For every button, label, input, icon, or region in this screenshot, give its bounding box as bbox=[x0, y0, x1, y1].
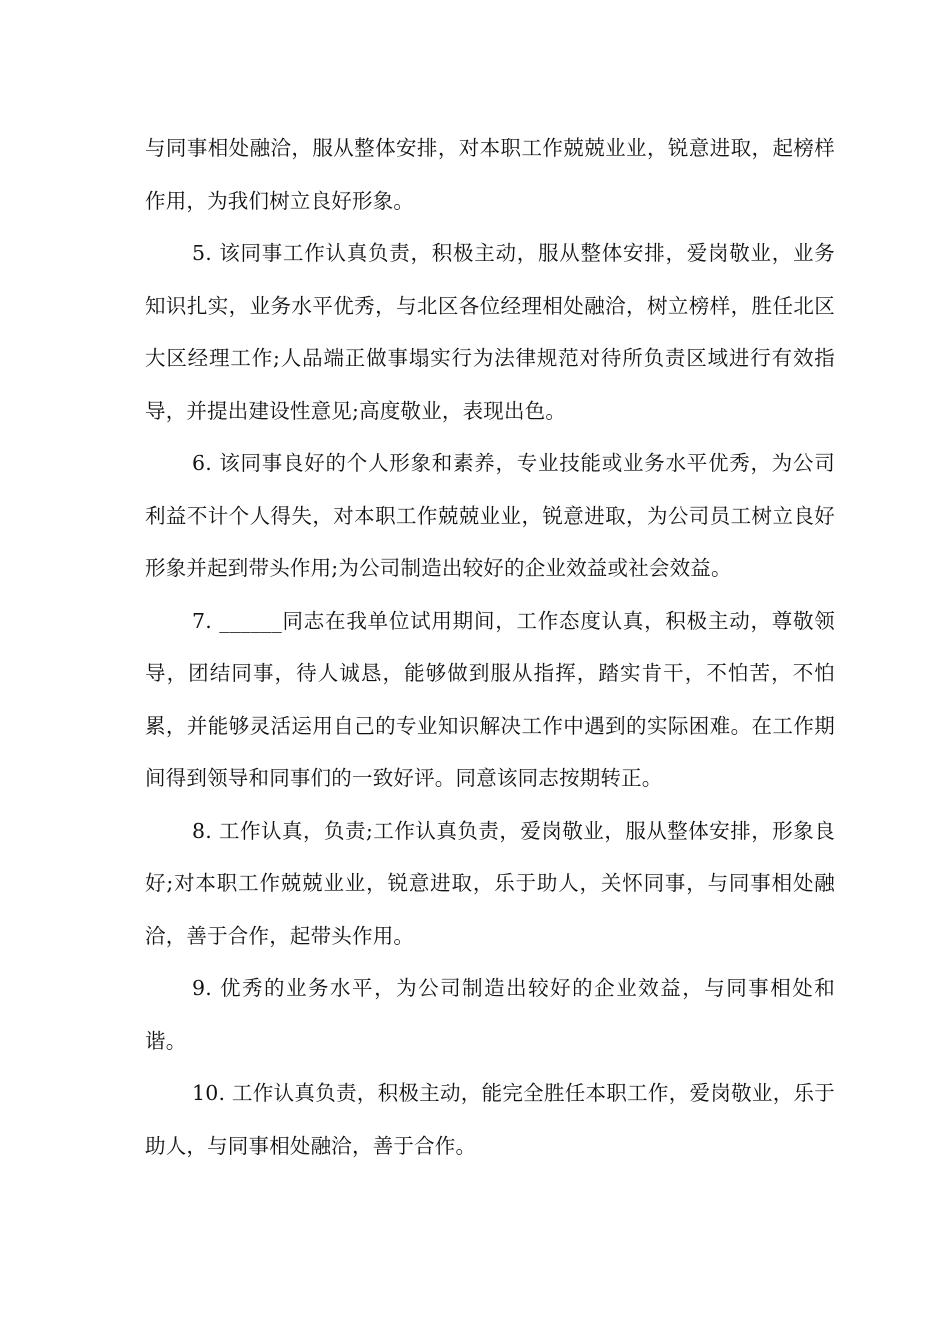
paragraph-item-5: 5. 该同事工作认真负责，积极主动，服从整体安排，爱岗敬业，业务知识扎实，业务水平优秀，与北区各位经理相处融洽，树立榜样，胜任北区大区经理工作;人品端正做事塌实行为法律规范对待所负责区域进行有效指导，并提出建设性意见;高度敬业，表现出色。 bbox=[145, 241, 835, 423]
paragraph-item-6: 6. 该同事良好的个人形象和素养，专业技能或业务水平优秀，为公司利益不计个人得失，对本职工作兢兢业业，锐意进取，为公司员工树立良好形象并起到带头作用;为公司制造出较好的企业效益或社会效益。 bbox=[145, 451, 835, 580]
paragraph-item-9: 9. 优秀的业务水平，为公司制造出较好的企业效益，与同事相处和谐。 bbox=[145, 976, 835, 1053]
paragraph-item-7: 7. ______同志在我单位试用期间，工作态度认真，积极主动，尊敬领导，团结同事，待人诚恳，能够做到服从指挥，踏实肯干，不怕苦，不怕累，并能够灵活运用自己的专业知识解决工作中遇到的实际困难。在工作期间得到领导和同事们的一致好评。同意该同志按期转正。 bbox=[145, 608, 835, 790]
paragraph-item-8: 8. 工作认真，负责;工作认真负责，爱岗敬业，服从整体安排，形象良好;对本职工作兢兢业业，锐意进取，乐于助人，关怀同事，与同事相处融洽，善于合作，起带头作用。 bbox=[145, 818, 835, 948]
paragraph-continuation: 与同事相处融洽，服从整体安排，对本职工作兢兢业业，锐意进取，起榜样作用，为我们树立良好形象。 bbox=[145, 136, 835, 213]
document-body bbox=[145, 122, 835, 1172]
paragraph-item-10: 10. 工作认真负责，积极主动，能完全胜任本职工作，爱岗敬业，乐于助人，与同事相处融洽，善于合作。 bbox=[145, 1081, 835, 1158]
